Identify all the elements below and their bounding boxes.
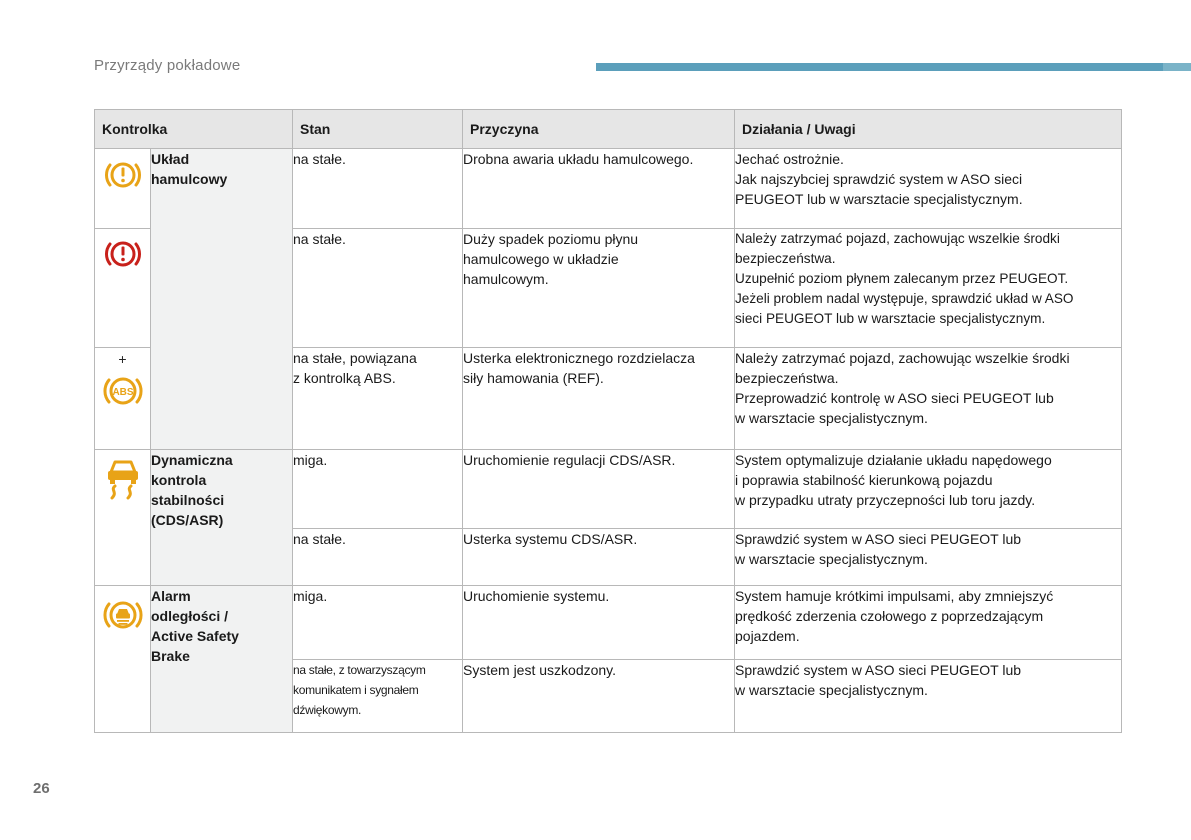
header-kontrolka: Kontrolka [95, 110, 293, 149]
dzialania-text: Jeżeli problem nadal występuje, sprawdzić układ w ASO [735, 291, 1074, 306]
dzialania-cell [735, 229, 1122, 348]
przyczyna-text: hamulcowym. [463, 271, 549, 287]
stan-text: na stałe, powiązana [293, 350, 417, 366]
header-przyczyna: Przyczyna [463, 110, 735, 149]
system-name-brake [151, 149, 293, 450]
dzialania-text: w warsztacie specjalistycznym. [735, 410, 928, 426]
przyczyna-cell [463, 529, 735, 586]
przyczyna-text: Drobna awaria układu hamulcowego. [463, 151, 694, 167]
system-name-line: hamulcowy [151, 171, 228, 187]
przyczyna-text: siły hamowania (REF). [463, 370, 604, 386]
przyczyna-text: Usterka elektronicznego rozdzielacza [463, 350, 695, 366]
stan-cell [293, 229, 463, 348]
dzialania-text: w przypadku utraty przyczepności lub toru jazdy. [735, 492, 1036, 508]
przyczyna-text: Uruchomienie regulacji CDS/ASR. [463, 452, 676, 468]
dzialania-text: i poprawia stabilność kierunkową pojazdu [735, 472, 993, 488]
przyczyna-cell [463, 348, 735, 450]
stan-text: na stałe. [293, 231, 346, 247]
icon-cell [95, 586, 151, 733]
abs-icon [100, 370, 146, 412]
header-dzialania: Działania / Uwagi [735, 110, 1122, 149]
icon-cell [95, 149, 151, 229]
dzialania-cell [735, 450, 1122, 529]
plus-sign: + [118, 351, 127, 367]
dzialania-text: Należy zatrzymać pojazd, zachowując wszelkie środki [735, 350, 1070, 366]
system-name-line: odległości / [151, 608, 229, 624]
icon-cell [95, 229, 151, 348]
dzialania-text: Jak najszybciej sprawdzić system w ASO sieci [735, 171, 1023, 187]
system-name-line: Active Safety [151, 628, 239, 644]
przyczyna-cell [463, 149, 735, 229]
system-name-line: Brake [151, 648, 190, 664]
dzialania-cell [735, 586, 1122, 660]
header-stan: Stan [293, 110, 463, 149]
stability-control-icon [103, 454, 143, 500]
dzialania-text: PEUGEOT lub w warsztacie specjalistycznym. [735, 191, 1023, 207]
page-header-title: Przyrządy pokładowe [94, 57, 241, 74]
przyczyna-text: Uruchomienie systemu. [463, 588, 610, 604]
stan-cell [293, 149, 463, 229]
table-row [95, 149, 1122, 229]
system-name-line: (CDS/ASR) [151, 512, 224, 528]
dzialania-text: Jechać ostrożnie. [735, 151, 844, 167]
stan-text: dźwiękowym. [293, 703, 362, 717]
dzialania-text: System hamuje krótkimi impulsami, aby zmniejszyć [735, 588, 1054, 604]
stan-cell [293, 529, 463, 586]
dzialania-text: bezpieczeństwa. [735, 370, 839, 386]
przyczyna-text: hamulcowego w układzie [463, 251, 619, 267]
stan-cell [293, 660, 463, 733]
dzialania-text: pojazdem. [735, 628, 800, 644]
system-name-cds [151, 450, 293, 586]
icon-cell [95, 348, 151, 450]
stan-text: miga. [293, 588, 328, 604]
icon-cell [95, 450, 151, 586]
header-accent-bar-end [1163, 63, 1191, 71]
przyczyna-text: Duży spadek poziomu płynu [463, 231, 639, 247]
dzialania-text: Uzupełnić poziom płynem zalecanym przez PEUGEOT. [735, 271, 1069, 286]
system-name-line: kontrola [151, 472, 207, 488]
stan-cell [293, 450, 463, 529]
dzialania-cell [735, 529, 1122, 586]
dzialania-text: Należy zatrzymać pojazd, zachowując wszelkie środki [735, 231, 1060, 246]
table-row [95, 586, 1122, 660]
system-name-line: Układ [151, 151, 190, 167]
stan-cell [293, 586, 463, 660]
dzialania-text: w warsztacie specjalistycznym. [735, 682, 928, 698]
stan-text: na stałe, z towarzyszącym [293, 663, 426, 677]
system-name-alarm [151, 586, 293, 733]
system-name-line: Dynamiczna [151, 452, 233, 468]
stan-text: na stałe. [293, 531, 346, 547]
dzialania-cell [735, 348, 1122, 450]
table-row [95, 450, 1122, 529]
dzialania-text: w warsztacie specjalistycznym. [735, 551, 928, 567]
dzialania-text: prędkość zderzenia czołowego z poprzedzającym [735, 608, 1044, 624]
przyczyna-cell [463, 229, 735, 348]
dzialania-cell [735, 660, 1122, 733]
table-header-row [95, 110, 1122, 149]
page-number: 26 [33, 780, 50, 797]
dzialania-text: Przeprowadzić kontrolę w ASO sieci PEUGEOT lub [735, 390, 1054, 406]
dzialania-text: bezpieczeństwa. [735, 251, 836, 266]
przyczyna-cell [463, 450, 735, 529]
przyczyna-cell [463, 660, 735, 733]
dzialania-cell [735, 149, 1122, 229]
przyczyna-text: Usterka systemu CDS/ASR. [463, 531, 638, 547]
stan-text: miga. [293, 452, 328, 468]
stan-text: na stałe. [293, 151, 346, 167]
dzialania-text: Sprawdzić system w ASO sieci PEUGEOT lub [735, 662, 1022, 678]
abs-icon-label: ABS [111, 387, 134, 398]
przyczyna-cell [463, 586, 735, 660]
stan-cell [293, 348, 463, 450]
brake-warning-red-icon [101, 232, 145, 276]
dzialania-text: sieci PEUGEOT lub w warsztacie specjalistycznym. [735, 311, 1046, 326]
active-safety-brake-icon [100, 594, 146, 636]
system-name-line: Alarm [151, 588, 191, 604]
dzialania-text: System optymalizuje działanie układu napędowego [735, 452, 1052, 468]
stan-text: komunikatem i sygnałem [293, 683, 419, 697]
przyczyna-text: System jest uszkodzony. [463, 662, 617, 678]
dzialania-text: Sprawdzić system w ASO sieci PEUGEOT lub [735, 531, 1022, 547]
warning-lights-table [94, 109, 1122, 733]
system-name-line: stabilności [151, 492, 225, 508]
brake-warning-amber-icon [101, 153, 145, 197]
stan-text: z kontrolką ABS. [293, 370, 396, 386]
header-accent-bar [596, 63, 1191, 71]
